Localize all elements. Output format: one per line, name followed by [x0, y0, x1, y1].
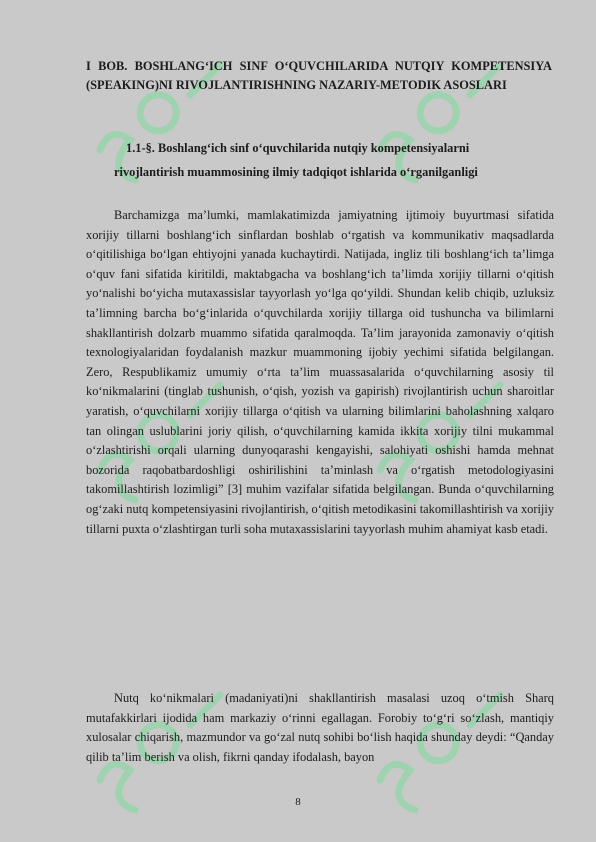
body-paragraph-2: Nutq ko‘nikmalari (madaniyati)ni shakllantirish masalasi uzoq o‘tmish Sharq mutafakkirlari ijodida ham markaziy o‘rinni egallagan. Forobiy to‘g‘ri so‘zlash, mantiqiy xulosalar chiqarish, mazmundor va go‘zal nutq sohibi bo‘lish haqida shunday deydi: “Qanday qilib ta’lim berish va olish, fikrni qanday ifodalash, bayon — [86, 691, 554, 764]
section-title-line-1: 1.1-§. Boshlang‘ich sinf o‘quvchilarida nutqiy kompetensiyalarni — [126, 141, 470, 155]
body-paragraph-1: Barchamizga ma’lumki, mamlakatimizda jamiyatning ijtimoiy buyurtmasi sifatida xorijiy tillarni boshlang‘ich sinflardan boshlab o‘rgatish va kommunikativ maqsadlarda o‘qitilishiga bo‘lgan ehtiyojni yanada kuchaytirdi. Natijada, ingliz tili boshlang‘ich ta’limga o‘quv fani sifatida kiritildi, maktabgacha va boshlang‘ich ta’limda xorijiy tillarni o‘qitish yo‘nalishi bo‘yicha mutaxassislar tayyorlash yo‘lga qo‘yildi. Shundan kelib chiqib, uzluksiz ta’limning barcha bo‘g‘inlarida o‘quvchilarda xorijiy tillarga oid tushuncha va bilimlarni shakllantirish dolzarb muammo sifatida qaralmoqda. Ta’lim jarayonida zamonaviy o‘qitish texnologiyalaridan foydalanish mazkur muammoning ijobiy yechimi sifatida belgilangan. Zero, Respublikamiz umumiy o‘rta ta’lim muassasalarida o‘quvchilarning asosiy til ko‘nikmalarini (tinglab tushunish, o‘qish, yozish va gapirish) rivojlantirish uchun sharoitlar yaratish, o‘quvchilarni xorijiy tillarga o‘qitish va ularning bilimlarini baholashning xalqaro tan olingan uslublarini joriy qilish, o‘quvchilarning kamida ikkita xorijiy tilni mukammal o‘zlashtirishi orqali ularning dunyoqarashi kengayishi, salohiyati oshishi hamda mehnat bozorida raqobatbardoshligi oshirilishini ta’minlash va o‘rgatish metodologiyasini takomillashtirish lozimligi” [3] muhim vazifalar sifatida belgilangan. Bunda o‘quvchilarning og‘zaki nutq kompetensiyasini rivojlantirish, o‘qitish metodikasini takomillashtirish va xorijiy tillarni puxta o‘zlashtirgan turli soha mutaxassislarini tayyorlash muhim ahamiyat kasb etadi. — [86, 208, 554, 536]
section-title — [114, 136, 534, 184]
page-number: 8 — [295, 796, 301, 808]
section-title-line-2: rivojlantirish muammosining ilmiy tadqiqot ishlarida o‘rganilganligi — [114, 165, 478, 179]
chapter-title: I BOB. BOSHLANG‘ICH SINF O‘QUVCHILARIDA NUTQIY KOMPETENSIYA (SPEAKING)NI RIVOJLANTIRISHNING NAZARIY-METODIK ASOSLARI — [86, 59, 552, 92]
